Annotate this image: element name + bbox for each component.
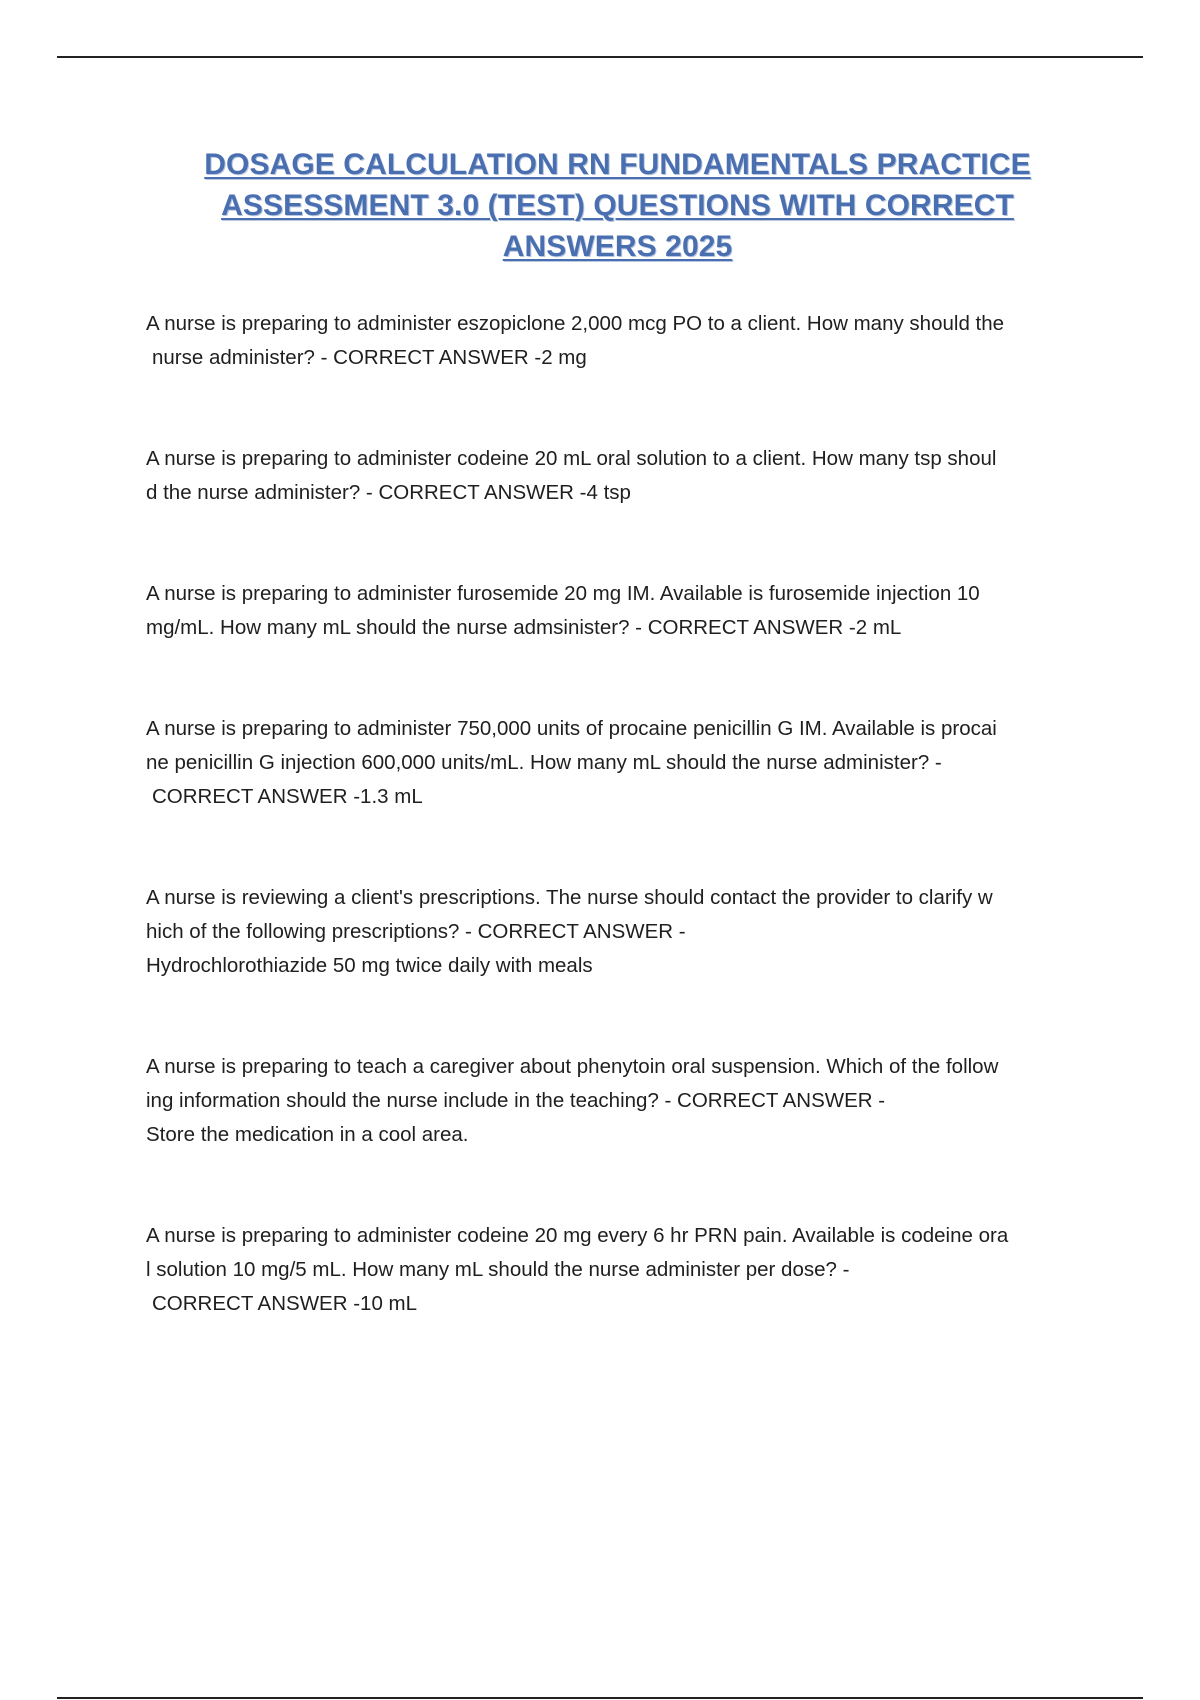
question-line: l solution 10 mg/5 mL. How many mL should the nurse administer per dose? -	[146, 1258, 850, 1281]
question-line: A nurse is preparing to administer eszopiclone 2,000 mcg PO to a client. How many should the	[146, 312, 1005, 335]
question-line: mg/mL. How many mL should the nurse admsinister? - CORRECT ANSWER -2 mL	[146, 616, 902, 639]
question-line: A nurse is preparing to teach a caregiver about phenytoin oral suspension. Which of the follow	[146, 1055, 999, 1078]
question-item-4	[146, 712, 1096, 814]
question-line: CORRECT ANSWER -1.3 mL	[152, 785, 423, 808]
question-line: A nurse is preparing to administer furosemide 20 mg IM. Available is furosemide injection 10	[146, 582, 980, 605]
question-item-6	[146, 1050, 1096, 1152]
question-item-2	[146, 442, 1096, 510]
title-line-3: ANSWERS 2025	[502, 230, 733, 263]
question-line: Store the medication in a cool area.	[146, 1123, 469, 1146]
question-item-3	[146, 577, 1096, 645]
question-line: A nurse is reviewing a client's prescriptions. The nurse should contact the provider to clarify w	[146, 886, 993, 909]
title-line-1: DOSAGE CALCULATION RN FUNDAMENTALS PRACTICE	[204, 148, 1031, 181]
question-item-5	[146, 881, 1096, 983]
title-line-2: ASSESSMENT 3.0 (TEST) QUESTIONS WITH CORRECT	[221, 189, 1014, 222]
question-line: ne penicillin G injection 600,000 units/mL. How many mL should the nurse administer? -	[146, 751, 942, 774]
bottom-rule	[57, 1697, 1143, 1699]
question-list	[146, 307, 1096, 1321]
question-line: Hydrochlorothiazide 50 mg twice daily with meals	[146, 954, 593, 977]
question-line: hich of the following prescriptions? - CORRECT ANSWER -	[146, 920, 686, 943]
top-rule	[57, 56, 1143, 58]
question-line: A nurse is preparing to administer 750,000 units of procaine penicillin G IM. Available is procai	[146, 717, 997, 740]
question-line: A nurse is preparing to administer codeine 20 mg every 6 hr PRN pain. Available is codeine ora	[146, 1224, 1009, 1247]
question-line: ing information should the nurse include in the teaching? - CORRECT ANSWER -	[146, 1089, 886, 1112]
question-line: A nurse is preparing to administer codeine 20 mL oral solution to a client. How many tsp shoul	[146, 447, 997, 470]
question-line: d the nurse administer? - CORRECT ANSWER -4 tsp	[146, 481, 631, 504]
document-title	[150, 144, 1085, 267]
question-item-1	[146, 307, 1096, 375]
question-item-7	[146, 1219, 1096, 1321]
question-line: nurse administer? - CORRECT ANSWER -2 mg	[152, 346, 587, 369]
question-line: CORRECT ANSWER -10 mL	[152, 1292, 418, 1315]
